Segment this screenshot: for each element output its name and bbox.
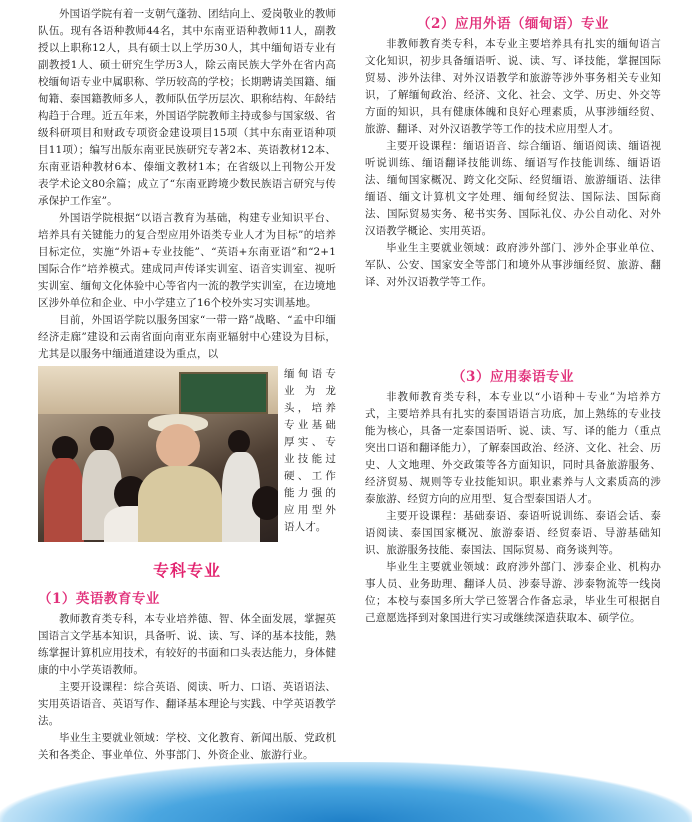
english-employment: 毕业生主要就业领域：学校、文化教育、新闻出版、党政机关和各类企、事业单位、外事部门、外资企业、旅游行业。 (38, 732, 336, 761)
thai-intro: 非教师教育类专科，本专业以“小语种＋专业”为培养方式，主要培养具有扎实的泰国语语言功底，加上熟练的专业技能为核心，具备一定泰国语听、说、读、写、译的能力（重点突出口语和翻译能力），了解泰国政治、经济、文化、社会、历史、人文地理、外交政策等各方面知识，同时具备旅游服务、经济贸易、规则等专业技能知识。职业素养与人文素质高的涉泰旅游、经贸方向的应用型、复合型泰国语人才。 (365, 391, 661, 505)
thai-section-title: （3）应用泰语专业 (452, 369, 574, 385)
photo-side-text: 缅甸语专业为龙头，培养专业基础厚实、专业技能过硬、工作能力强的应用型外语人才。 (284, 368, 336, 533)
thai-courses: 主要开设课程：基础泰语、泰语听说训练、泰语会话、泰语阅读、泰国国家概况、旅游泰语、经贸泰语、导游基础知识、旅游服务技能、泰国法、国际贸易、商务谈判等。 (365, 510, 661, 556)
burmese-employment: 毕业生主要就业领域：政府涉外部门、涉外企事业单位、军队、公安、国家安全等部门和境外从事涉缅经贸、旅游、翻译、对外汉语教学等工作。 (365, 242, 661, 288)
burmese-courses: 主要开设课程：缅语语音、综合缅语、缅语阅读、缅语视听说训练、缅语翻译技能训练、缅语写作技能训练、缅语语法、缅甸国家概况、跨文化交际、经贸缅语、旅游缅语、法律缅语、缅文计算机文字处理、缅甸经贸法、国际法、国际商法、国际贸易实务、秘书实务、国际礼仪、办公自动化、对外汉语教学概论、实用英语。 (365, 140, 661, 237)
intro-paragraph-faculty: 外国语学院有着一支朝气蓬勃、团结向上、爱岗敬业的教师队伍。现有各语种教师44名，其中东南亚语种教师11人，副教授以上职称12人，具有硕士以上学历30人，其中缅甸语专业有副教授1人、硕士研究生学历3人，除云南民族大学外在省内高校缅甸语专业中属职称、学历较高的学校；长期聘请美国籍、缅甸籍、泰国籍教师多人，教师队伍学历层次、职称结构、年龄结构趋于合理。近五年来，外国语学院教师主持或参与国家级、省级科研项目和财政专项资金建设项目15项（其中东南亚语种项目11项）；编写出版东南亚民族研究专著2本、英语教材12本、东南亚语种教材6本、傣缅文教材1本；在省级以上刊物公开发表学术论文80余篇；成立了“东南亚跨境少数民族语言研究与传承保护工作室”。 (38, 8, 336, 207)
classroom-photo (38, 366, 278, 542)
english-intro: 教师教育类专科，本专业培养德、智、体全面发展，掌握英国语言文学基本知识，具备听、说、读、写、译的基本技能，熟练掌握计算机应用技术，有较好的书面和口头表达能力，身体健康的中小学英语教师。 (38, 613, 336, 676)
photo-side-text-block (284, 366, 336, 536)
intro-paragraph-strategy: 目前，外国语学院以服务国家“一带一路”战略、“孟中印缅经济走廊”建设和云南省面向南亚东南亚辐射中心建设为目标，尤其是以服务中缅通道建设为重点，以 (38, 314, 336, 360)
burmese-intro: 非教师教育类专科，本专业主要培养具有扎实的缅甸语言文化知识，初步具备缅语听、说、读、写、译技能，掌握国际贸易、涉外法律、对外汉语教学和旅游等涉外事务相关专业知识，了解缅甸政治、经济、文化、社会、文学、历史、外交等方面的知识，具有健康体魄和良好心理素质，从事涉缅经贸、旅游、翻译、对外汉语教学等工作的技术应用型人才。 (365, 38, 661, 135)
decorative-wave (0, 762, 692, 822)
left-column (38, 0, 336, 764)
specialty-heading: 专科专业 (152, 561, 221, 580)
thai-employment: 毕业生主要就业领域：政府涉外部门、涉泰企业、机构办事人员、业务助理、翻译人员、涉泰导游、涉泰物流等一线岗位；本校与泰国多所大学已签署合作备忘录，毕业生可根据自己意愿选择到对象国进行实习或继续深造获取本、硕学位。 (365, 561, 661, 624)
burmese-section-title: （2）应用外语（缅甸语）专业 (417, 16, 609, 32)
photo-block (38, 366, 336, 542)
english-section-title: （1）英语教育专业 (38, 591, 160, 607)
right-column (365, 0, 661, 627)
intro-paragraph-goals: 外国语学院根据“以语言教育为基础，构建专业知识平台、培养具有关键能力的复合型应用外语类专业人才为目标”的培养目标定位，实施“外语+专业技能”、“英语+东南亚语”和“2+1国际合作”培养模式。建成同声传译实训室、语音实训室、视听实训室、缅甸文化体验中心等省内一流的教学实训室，在边境地区涉外单位和企业、中小学建立了16个校外实习实训基地。 (38, 212, 336, 309)
english-courses: 主要开设课程：综合英语、阅读、听力、口语、英语语法、实用英语语音、英语写作、翻译基本理论与实践、中学英语教学法。 (38, 681, 336, 727)
